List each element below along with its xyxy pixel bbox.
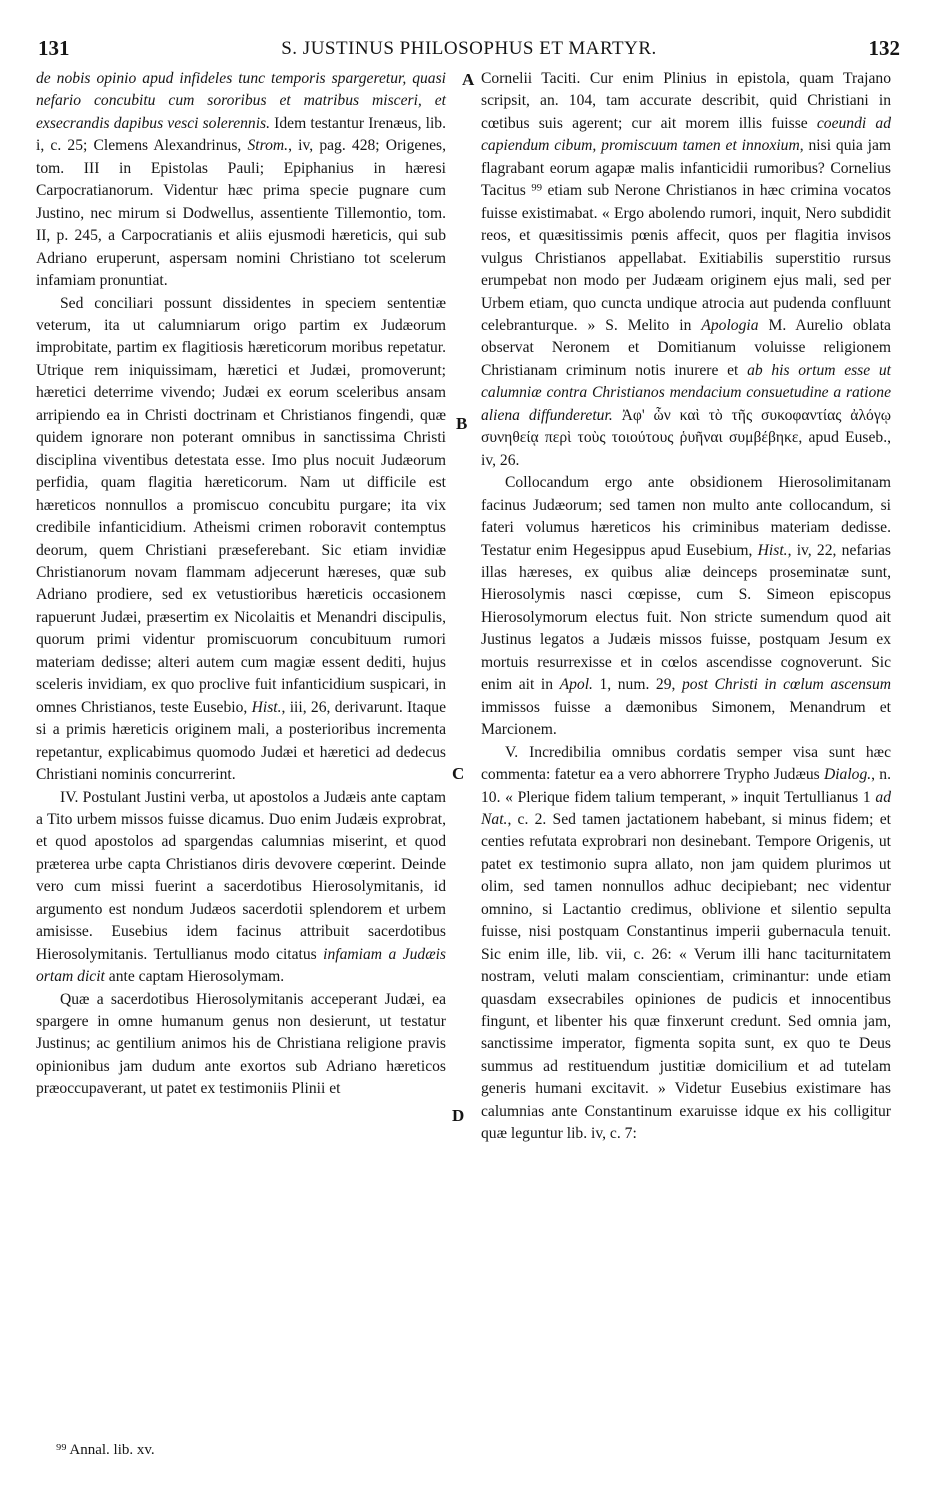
italic-ref: Apologia [701, 316, 759, 334]
italic-text: ab his ortum esse ut calumniæ contra Christianos mendacium consuetudine a ratione aliena diffunderetur. [481, 361, 891, 424]
paragraph: Cornelii Taciti. Cur enim Plinius in epistola, quam Trajano scripsit, an. 104, tam accurate describit, quid Christiani in cœtibus suis agerent; cur ait morem illis fuisse coeundi ad capiendum cibum, promiscuum tamen et innoxium, nisi quia jam flagrabant eorum agapæ malis infanticidii rumoribus? Cornelius Tacitus ⁹⁹ etiam sub Nerone Christianos in hæc crimina vocatos fuisse existimabat. « Ergo abolendo rumori, inquit, Nero subdidit reos, et quæsitissimis pœnis affecit, quos per flagitia invisos vulgus Christianos appellabat. Exitiabilis superstitio rursus erumpebat non modo per Judæam originem ejus mali, sed per Urbem etiam, quo cuncta undique atrocia aut pudenda confluunt celebranturque. » S. Melito in Apologia M. Aurelio oblata observat Neronem et Domitianum voluisse religionem Christianam criminum notis inurere et ab his ortum esse ut calumniæ contra Christianos mendacium consuetudine a ratione aliena diffunderetur. Ἀφ' ὧν καὶ τὸ τῆς συκοφαντίας ἀλόγῳ συνηθείᾳ περὶ τοὺς τοιούτους ῥυῆναι συμβέβηκε, apud Euseb., iv, 26. [481, 70, 892, 469]
italic-ref: Dialog. [823, 766, 872, 784]
italic-text: coeundi ad capiendum cibum, promiscuum tamen et innoxium [481, 114, 892, 155]
paragraph: de nobis opinio apud infideles tunc temporis spargeretur, quasi nefario concubitu cum sororibus et matribus misceri, et exsecrandis dapibus vesci solerennis. Idem testantur Irenæus, lib. i, c. 25; Clemens Alexandrinus, Strom., iv, pag. 428; Origenes, tom. III in Epistolas Pauli; Epiphanius in hæresi Carpocratianorum. Videntur hæc prima specie pugnare cum Justino, nec mirum si Dodwellus, assentiente Tillemontio, tom. II, p. 245, a Carpocratianis et aliis ejusmodi hæreticis, qui sub Adriano eruperunt, aspersam nomini Christiano tot scelerum infamiam pronuntiat. [36, 70, 446, 290]
left-column [36, 68, 446, 1101]
margin-marker-d: D [452, 1106, 465, 1125]
paragraph: Sed conciliari possunt dissidentes in speciem sententiæ veterum, ita ut calumniarum origo partim ex Judæorum improbitate, partim ex flagitiosis hæreticorum moribus repetatur. Utrique rem iniquissimam, hæretici et Judæi, promoverunt; hæretici deterrime vivendo; Judæi ex eorum sceleribus ansam arripiendo ea in Christi doctrinam et Christianos fingendi, quæ quidem ignorare non poterant omnibus in sanctissima Christi disciplina viventibus detestata esse. Imo plus nocuit Judæorum perfidia, quam flagitia hæreticorum. Nam ut difficile est hæreticos nonnullos a promiscuo concubitu purgare; ita vix credibile infanticidium. Atheismi crimen roboravit contemptus deorum, quem Christiani præseferebant. Sic etiam invidiæ Christianorum novam flammam adjecerunt hæreses, quæ sub Adriano prodiere, sed ex vetustioribus hæreticis occasionem rapuerunt Judæi, præsertim ex Nicolaitis et Menandri discipulis, quorum primi videntur promiscuorum concubituum rumori materiam dedisse; alteri autem cum magiæ essent dediti, hujus sceleris invidiam, ex quo proclive fuit infanticidium suspicari, in omnes Christianos, teste Eusebio, Hist., iii, 26, derivarunt. Itaque si a primis hæreticis originem mali, a posterioribus incrementa repetantur, explicabimus quomodo Judæi et hæretici ad dedecus Christiani nominis concurrerint. [36, 294, 446, 784]
paragraph: Quæ a sacerdotibus Hierosolymitanis acceperant Judæi, ea spargere in omne humanum genus non desierunt, ut testatur Justinus; ac gentilium animos his de Christiana religione pravis opinionibus jam dudum ante exortos sub Adriano hæreticos præoccupaverant, ut patet ex testimoniis Plinii et [36, 990, 446, 1098]
italic-ref: Apol. [559, 676, 593, 694]
margin-marker-a: A [462, 70, 475, 89]
right-column [481, 68, 891, 1146]
greek-quote: Ἀφ' ὧν καὶ τὸ τῆς συκοφαντίας ἀλόγῳ συνηθείᾳ περὶ τοὺς τοιούτους ῥυῆναι συμβέβηκε, [481, 406, 891, 447]
italic-text: post Christi in cœlum ascensum [681, 676, 892, 694]
paragraph: Collocandum ergo ante obsidionem Hierosolimitanam facinus Judæorum; sed tamen non multo ante collocandum, si fateri volumus hæreticos his criminibus materiam dedisse. Testatur enim Hegesippus apud Eusebium, Hist., iv, 22, nefarias illas hæreses, ex quibus aliæ deinceps proseminatæ sunt, Hierosolymis nasci cœpisse, cum S. Simeon episcopus Hierosolymorum electus fuit. Non stricte sumendum quod ait Justinus legatos a Judæis missos fuisse, postquam Jesum ex mortuis resurrexisse et in cœlos ascendisse cognoverunt. Sic enim ait in Apol. 1, num. 29, post Christi in cœlum ascensum immissos fuisse a dæmonibus Simonem, Menandrum et Marcionem. [481, 474, 892, 739]
margin-marker-c: C [452, 764, 465, 783]
paragraph: IV. Postulant Justini verba, ut apostolos a Judæis ante captam a Tito urbem missos fuisse dicamus. Duo enim Judæis exprobrat, et quod apostolos ad spargendas calumnias miserint, et quod præterea urbe capta Christianos diris devovere cœperint. Deinde vero cum missi fuerint a sacerdotibus Hierosolymitanis, id argumento est nondum Judæos sacerdotii splendorem et urbem amisisse. Eusebius idem facinus attribuit sacerdotibus Hierosolymitanis. Tertullianus modo citatus infamiam a Judæis ortam dicit ante captam Hierosolymam. [36, 788, 446, 986]
italic-ref: Strom. [247, 137, 289, 155]
page-number-left: 131 [38, 36, 70, 60]
italic-text: de nobis opinio apud infideles tunc temporis spargeretur, quasi nefario concubitu cum sororibus et matribus misceri, et exsecrandis dapibus vesci solerennis. [36, 70, 446, 132]
italic-ref: Hist. [757, 541, 788, 559]
page-header [38, 36, 900, 64]
paragraph: V. Incredibilia omnibus cordatis semper visa sunt hæc commenta: fatetur ea a vero abhorrere Trypho Judæus Dialog., n. 10. « Plerique fidem talium temperant, » inquit Tertullianus 1 ad Nat., c. 2. Sed tamen jactationem habebant, si minus fidem; et centies refutata exprobrari non desinebant. Tempore Origenis, ut patet ex testimonio supra allato, non jam quidem plurimos ut olim, sed tamen nonnullos adhuc decipiebant; nec videntur omnino, si Lactantio credimus, oblivione et silentio sepulta fuisse, nisi postquam Constantinus imperii gubernacula tenuit. Sic enim ille, lib. vii, c. 26: « Verum illi hanc taciturnitatem nostram, veluti malam conscientiam, criminantur: unde etiam quasdam exsecrabiles opiniones de pudicis et innocentibus fingunt, et libenter his quæ finxerunt credunt. Sed omnia jam, sanctissime imperator, figmenta sopita sunt, ex quo te Deus summus ad restituendum justitiæ domicilium et ad tutelam generis humani excitavit. » Videtur Eusebius existimare has calumnias ante Constantinum exaruisse idque ex his colligitur quæ leguntur lib. iv, c. 7: [481, 743, 891, 1143]
italic-ref: Hist. [251, 698, 282, 716]
footnote: ⁹⁹ Annal. lib. xv. [56, 1442, 155, 1458]
margin-marker-b: B [456, 414, 468, 433]
italic-ref: ad Nat. [481, 788, 891, 828]
page-number-right: 132 [868, 36, 900, 60]
running-title: S. JUSTINUS PHILOSOPHUS ET MARTYR. [281, 38, 657, 59]
italic-text: infamiam a Judæis ortam dicit [36, 945, 446, 986]
